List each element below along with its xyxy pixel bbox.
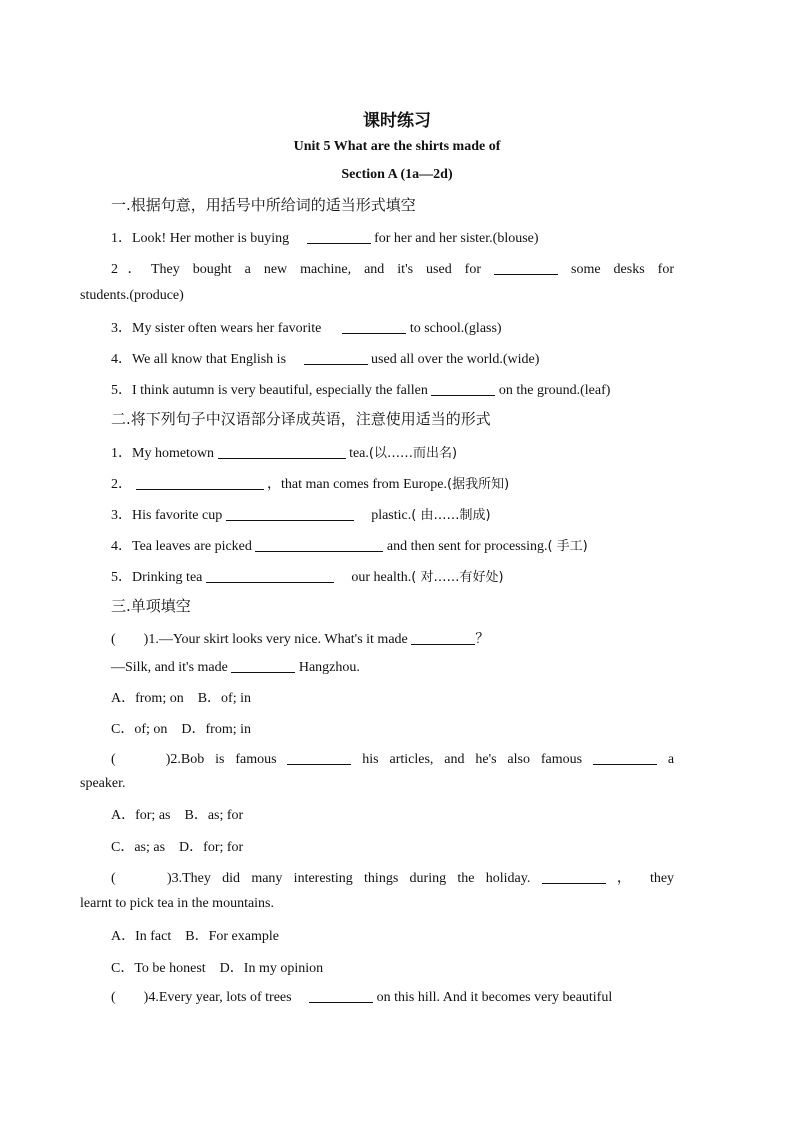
part3-question-1: ( )1.—Your skirt looks very nice. What's it made ？ xyxy=(111,632,490,647)
answer-blank[interactable] xyxy=(206,568,334,583)
answer-blank[interactable] xyxy=(218,444,346,459)
part2-heading: 二.将下列句子中汉语部分译成英语，注意使用适当的形式 xyxy=(111,410,491,428)
part1-question-5: 5．I think autumn is very beautiful, especially the fallen on the ground.(leaf) xyxy=(111,383,611,398)
part3-question-1-reply: —Silk, and it's made Hangzhou. xyxy=(111,660,360,675)
answer-blank[interactable] xyxy=(309,988,373,1003)
part2-question-3: 3．His favorite cup plastic.( 由……制成) xyxy=(111,508,491,523)
part3-question-2: ( )2.Bob is famous his articles, and he's also famous a xyxy=(111,752,675,767)
part1-question-3: 3．My sister often wears her favorite to school.(glass) xyxy=(111,321,502,336)
part3-question-3: ( )3.They did many interesting things during the holiday. ， they xyxy=(111,871,675,886)
answer-blank[interactable] xyxy=(342,319,406,334)
section-title: Section A (1a—2d) xyxy=(341,167,453,182)
part2-question-5: 5．Drinking tea our health.( 对……有好处) xyxy=(111,570,504,585)
unit-title: Unit 5 What are the shirts made of xyxy=(293,139,501,154)
answer-blank[interactable] xyxy=(231,658,295,673)
answer-blank[interactable] xyxy=(287,750,351,765)
part3-question-3-options-ab: A．In fact B．For example xyxy=(111,929,279,944)
part3-question-2-continued: speaker. xyxy=(80,776,126,791)
part1-heading: 一.根据句意，用括号中所给词的适当形式填空 xyxy=(111,196,416,214)
answer-blank[interactable] xyxy=(411,630,475,645)
answer-blank[interactable] xyxy=(136,475,264,490)
part3-question-4: ( )4.Every year, lots of trees on this hill. And it becomes very beautiful xyxy=(111,990,613,1005)
answer-blank[interactable] xyxy=(307,229,371,244)
answer-blank[interactable] xyxy=(431,381,495,396)
part3-question-2-options-cd: C．as; as D．for; for xyxy=(111,840,244,855)
answer-blank[interactable] xyxy=(494,260,558,275)
answer-blank[interactable] xyxy=(255,537,383,552)
part3-question-3-continued: learnt to pick tea in the mountains. xyxy=(80,896,275,911)
part1-question-2: 2．They bought a new machine, and it's used for some desks for xyxy=(111,262,674,277)
part3-question-1-options-cd: C．of; on D．from; in xyxy=(111,722,251,737)
part2-question-4: 4．Tea leaves are picked and then sent for processing.( 手工) xyxy=(111,539,588,554)
part3-question-3-options-cd: C．To be honest D．In my opinion xyxy=(111,961,324,976)
answer-blank[interactable] xyxy=(593,750,657,765)
part3-question-2-options-ab: A．for; as B．as; for xyxy=(111,808,244,823)
part3-heading: 三.单项填空 xyxy=(111,597,191,615)
part2-question-2: 2． ，that man comes from Europe.(据我所知) xyxy=(111,477,510,492)
answer-blank[interactable] xyxy=(304,350,368,365)
part1-question-1: 1．Look! Her mother is buying for her and her sister.(blouse) xyxy=(111,231,539,246)
part3-question-1-options-ab: A．from; on B．of; in xyxy=(111,691,251,706)
part1-question-2-continued: students.(produce) xyxy=(80,288,184,303)
page-title: 课时练习 xyxy=(363,111,431,131)
part2-question-1: 1．My hometown tea.(以……而出名) xyxy=(111,446,458,461)
answer-blank[interactable] xyxy=(226,506,354,521)
answer-blank[interactable] xyxy=(542,869,606,884)
part1-question-4: 4．We all know that English is used all over the world.(wide) xyxy=(111,352,540,367)
